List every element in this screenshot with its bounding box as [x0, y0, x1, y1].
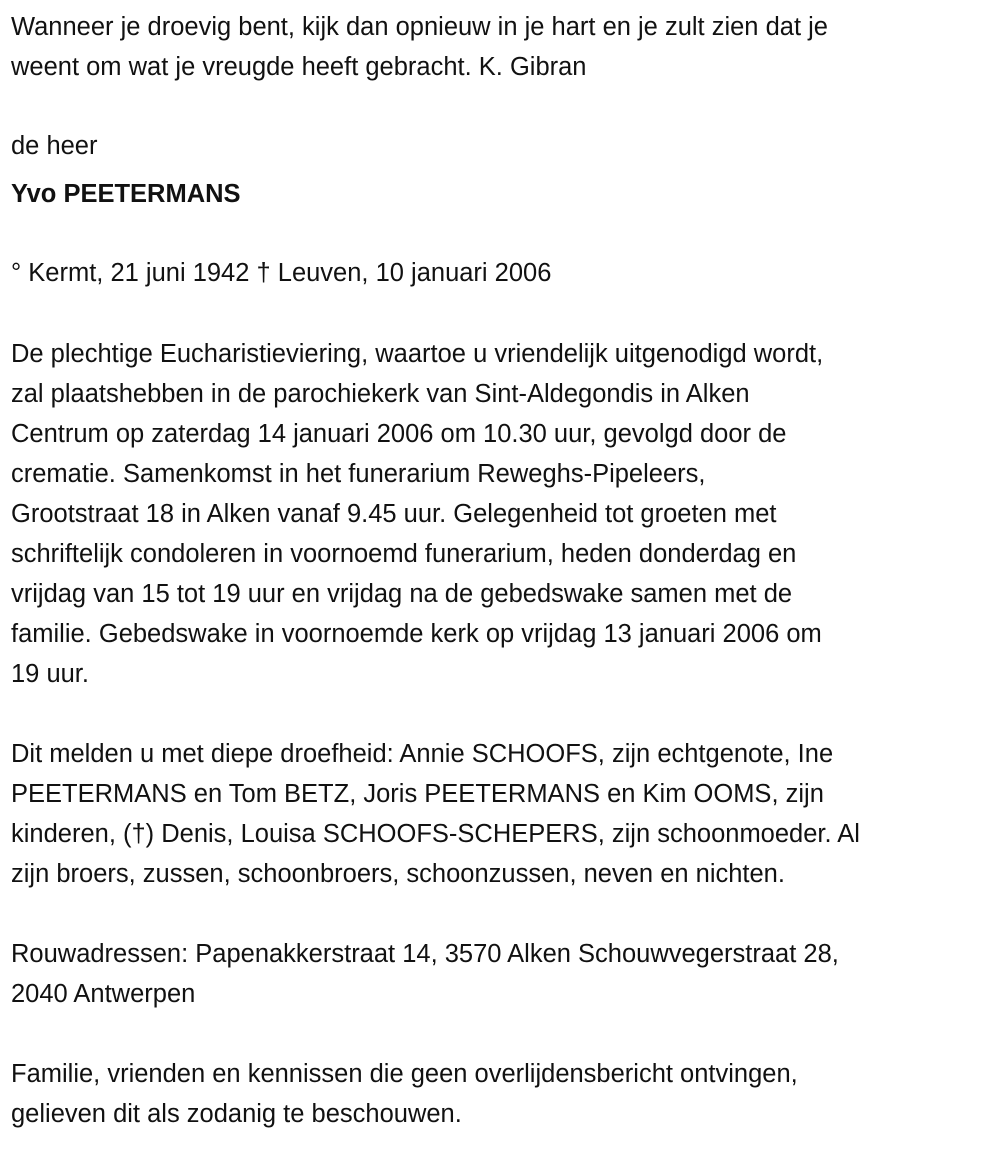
ceremony-line: familie. Gebedswake in voornoemde kerk op vrijdag 13 januari 2006 om [11, 620, 822, 648]
ceremony-line: zal plaatshebben in de parochiekerk van Sint-Aldegondis in Alken [11, 380, 750, 408]
family-line: zijn broers, zussen, schoonbroers, schoonzussen, neven en nichten. [11, 860, 785, 888]
birth-death-dates: ° Kermt, 21 juni 1942 † Leuven, 10 januari 2006 [11, 259, 552, 287]
family-line: PEETERMANS en Tom BETZ, Joris PEETERMANS en Kim OOMS, zijn [11, 780, 824, 808]
addresses-paragraph [11, 934, 1000, 1014]
ceremony-line: crematie. Samenkomst in het funerarium Reweghs-Pipeleers, [11, 460, 706, 488]
closing-line: gelieven dit als zodanig te beschouwen. [11, 1100, 462, 1128]
addresses-line: Rouwadressen: Papenakkerstraat 14, 3570 Alken Schouwvegerstraat 28, [11, 940, 839, 968]
addresses-line: 2040 Antwerpen [11, 980, 196, 1008]
family-line: Dit melden u met diepe droefheid: Annie SCHOOFS, zijn echtgenote, Ine [11, 740, 834, 768]
ceremony-line: 19 uur. [11, 660, 89, 688]
salutation: de heer [11, 132, 98, 160]
deceased-name: Yvo PEETERMANS [11, 180, 241, 208]
ceremony-line: De plechtige Eucharistieviering, waartoe u vriendelijk uitgenodigd wordt, [11, 340, 824, 368]
closing-line: Familie, vrienden en kennissen die geen overlijdensbericht ontvingen, [11, 1060, 798, 1088]
ceremony-line: vrijdag van 15 tot 19 uur en vrijdag na de gebedswake samen met de [11, 580, 793, 608]
ceremony-paragraph [11, 334, 1000, 694]
quote-line: Wanneer je droevig bent, kijk dan opnieuw in je hart en je zult zien dat je [11, 13, 828, 41]
quote-line: weent om wat je vreugde heeft gebracht. K. Gibran [11, 53, 587, 81]
family-line: kinderen, (†) Denis, Louisa SCHOOFS-SCHEPERS, zijn schoonmoeder. Al [11, 820, 860, 848]
family-paragraph [11, 734, 1000, 894]
ceremony-line: Grootstraat 18 in Alken vanaf 9.45 uur. Gelegenheid tot groeten met [11, 500, 777, 528]
closing-paragraph [11, 1054, 1000, 1134]
ceremony-line: Centrum op zaterdag 14 januari 2006 om 10.30 uur, gevolgd door de [11, 420, 787, 448]
quote [11, 7, 1000, 87]
ceremony-line: schriftelijk condoleren in voornoemd funerarium, heden donderdag en [11, 540, 797, 568]
